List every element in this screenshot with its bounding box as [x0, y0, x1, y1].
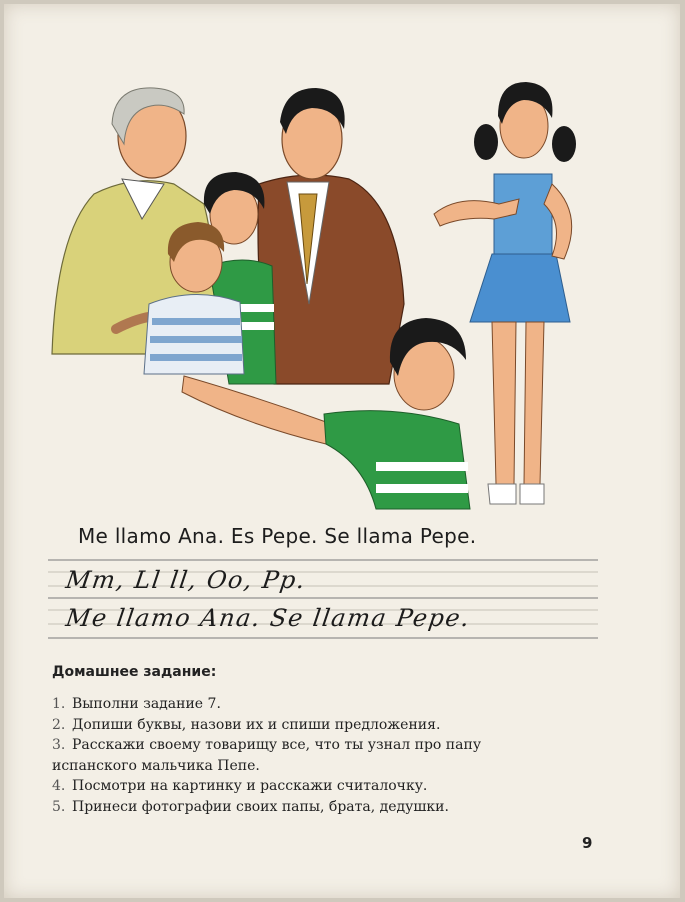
task-text: Допиши буквы, назови их и спиши предложения. [72, 716, 441, 733]
homework-task [52, 694, 612, 715]
page-number: 9 [582, 834, 593, 852]
homework-task-list [52, 694, 612, 817]
task-text: Расскажи своему товарищу все, что ты узнал про папу [72, 737, 482, 753]
task-text: Принеси фотографии своих папы, брата, дедушки. [72, 798, 449, 815]
homework-title: Домашнее задание: [52, 664, 217, 680]
task-text: испанского мальчика Пепе. [52, 757, 260, 774]
homework-task [52, 797, 612, 818]
sentence-caption: Me llamo Ana. Es Pepe. Se llama Pepe. [78, 524, 477, 548]
task-text: Выполни задание 7. [72, 696, 221, 712]
homework-task [52, 776, 612, 797]
textbook-page [4, 4, 680, 898]
homework-task [52, 715, 612, 736]
task-number: 4. [52, 778, 66, 794]
homework-task-continuation [52, 756, 612, 777]
task-number: 3. [52, 737, 66, 753]
cursive-sentence-line: Me llamo Ana. Se llama Pepe. [64, 604, 473, 632]
task-number: 2. [52, 716, 66, 733]
family-illustration [4, 4, 680, 524]
homework-task [52, 735, 612, 756]
task-text: Посмотри на картинку и расскажи считалочку. [72, 778, 428, 794]
task-number: 1. [52, 696, 66, 712]
task-number: 5. [52, 798, 66, 815]
cursive-letters-line: Mm, Ll ll, Oo, Pp. [64, 566, 308, 594]
father-figure [258, 88, 404, 384]
